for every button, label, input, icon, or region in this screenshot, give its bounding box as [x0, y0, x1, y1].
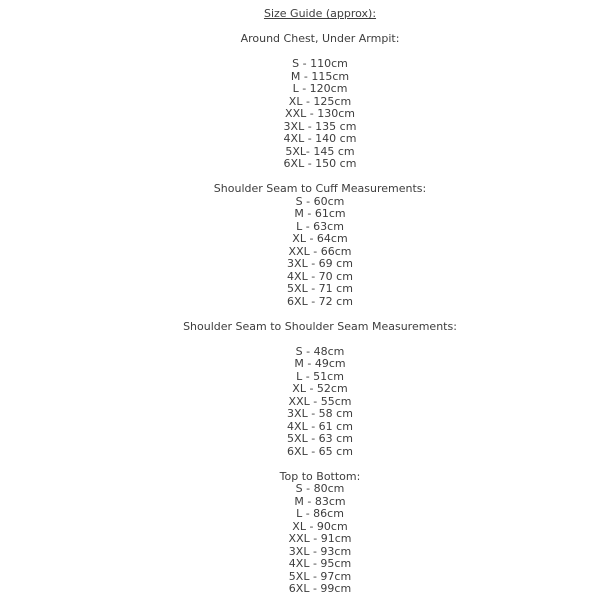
section-heading-length: Top to Bottom: [279, 469, 361, 483]
section-heading-sleeve: Shoulder Seam to Cuff Measurements: [213, 182, 427, 195]
size-row: XXL - 66cm [288, 244, 352, 258]
size-row: S - 80cm [295, 482, 345, 495]
size-row: XXL - 130cm [285, 107, 355, 120]
size-row: 6XL - 65 cm [287, 444, 353, 458]
blank-line [40, 333, 600, 346]
section-heading-chest: Around Chest, Under Armpit: [240, 32, 400, 45]
size-row: XL - 125cm [288, 94, 352, 108]
size-row: S - 48cm [295, 344, 345, 358]
blank-line [40, 458, 600, 471]
size-row: 4XL - 95cm [288, 557, 352, 570]
size-row: L - 120cm [292, 82, 348, 95]
size-row: 5XL - 63 cm [287, 432, 353, 445]
section-heading-shoulder: Shoulder Seam to Shoulder Seam Measurements: [183, 319, 457, 333]
size-row: 3XL - 135 cm [283, 119, 357, 133]
size-row: 4XL - 61 cm [287, 419, 353, 433]
size-row: 6XL - 150 cm [283, 157, 357, 170]
size-row: M - 115cm [290, 69, 350, 83]
page-title [40, 8, 600, 21]
size-row: M - 49cm [294, 357, 346, 370]
size-row: 5XL - 97cm [288, 569, 352, 583]
size-row: XXL - 55cm [288, 394, 352, 408]
size-row: 6XL - 72 cm [287, 294, 353, 308]
size-guide-document [40, 8, 600, 596]
size-row: M - 61cm [294, 207, 346, 220]
size-row: 3XL - 93cm [288, 544, 352, 558]
size-row: S - 110cm [292, 57, 348, 70]
size-row: 4XL - 70 cm [287, 269, 353, 283]
size-row: 6XL - 99cm [288, 582, 352, 595]
size-row: 5XL - 71 cm [287, 282, 353, 295]
size-row: 5XL- 145 cm [285, 144, 355, 158]
size-row: 3XL - 69 cm [287, 257, 353, 270]
page-title-text: Size Guide (approx): [263, 7, 377, 20]
size-row: XL - 90cm [292, 519, 348, 533]
size-row: XXL - 91cm [288, 532, 352, 545]
size-row: 3XL - 58 cm [287, 407, 353, 420]
size-row: L - 51cm [296, 369, 344, 383]
blank-line [40, 308, 600, 321]
size-row: 4XL - 140 cm [283, 132, 357, 145]
size-row: XL - 64cm [292, 232, 348, 245]
size-row: L - 86cm [296, 507, 344, 520]
size-row: XL - 52cm [292, 382, 348, 395]
size-row: L - 63cm [296, 219, 344, 233]
size-row: M - 83cm [294, 494, 346, 508]
size-row: S - 60cm [295, 194, 345, 208]
